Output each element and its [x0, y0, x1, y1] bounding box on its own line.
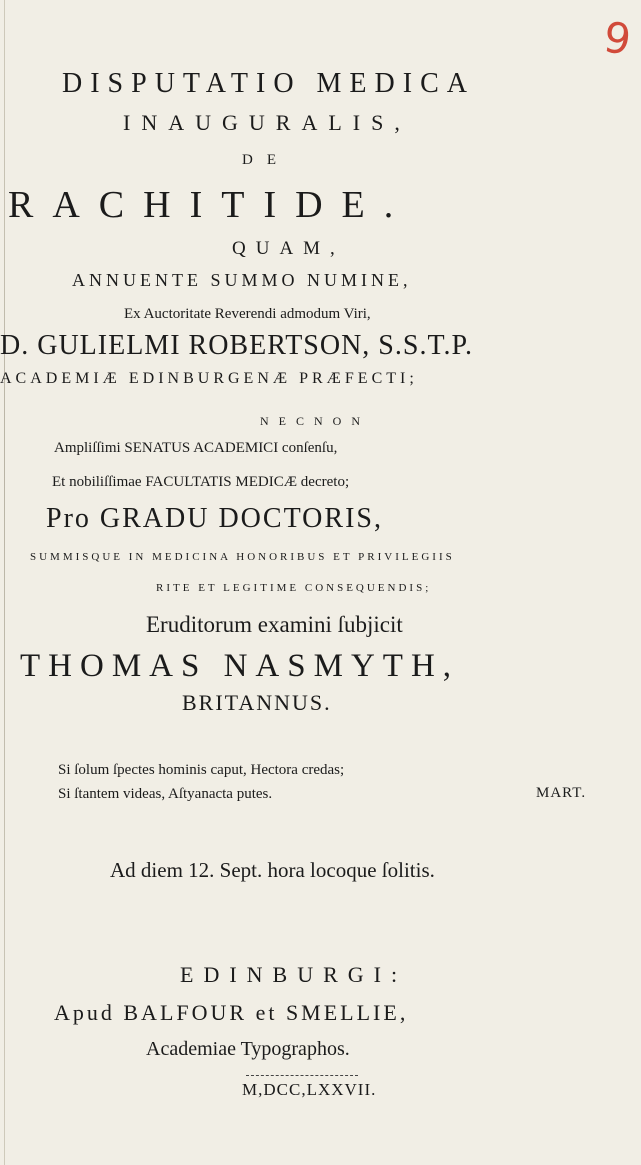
quam-line: QUAM,: [232, 238, 345, 259]
imprint-rule: [246, 1075, 358, 1077]
epigram-line-1: Si ſolum ſpectes hominis caput, Hectora credas;: [58, 762, 345, 778]
eruditorum-line: Eruditorum examini ſubjicit: [146, 612, 403, 637]
epigram-line-2: Si ſtantem videas, Aſtyanacta putes.: [58, 786, 273, 802]
imprint-year: M,DCC,LXXVII.: [242, 1080, 377, 1099]
robertson-line: D. GULIELMI ROBERTSON, S.S.T.P.: [0, 330, 473, 361]
page-edge: [4, 0, 5, 1165]
title-inauguralis: INAUGURALIS,: [123, 110, 411, 135]
epigram-attribution: MART.: [536, 785, 587, 801]
title-line: DISPUTATIO MEDICA: [62, 68, 475, 99]
imprint-place: EDINBURGI:: [180, 962, 408, 987]
title-de: DE: [242, 152, 290, 168]
date-line: Ad diem 12. Sept. hora locoque ſolitis.: [110, 858, 435, 882]
author-name: THOMAS NASMYTH,: [20, 648, 460, 684]
academiae-line: ACADEMIÆ EDINBURGENÆ PRÆFECTI;: [0, 370, 418, 387]
auctoritate-line: Ex Auctoritate Reverendi admodum Viri,: [124, 306, 371, 322]
annuente-line: ANNUENTE SUMMO NUMINE,: [72, 270, 412, 290]
imprint-typographos: Academiae Typographos.: [146, 1038, 350, 1060]
necnon-line: NECNON: [260, 414, 370, 428]
summisque-line: SUMMISQUE IN MEDICINA HONORIBUS ET PRIVILEGIIS: [30, 551, 455, 563]
facultatis-line: Et nobiliſſimae FACULTATIS MEDICÆ decreto;: [52, 474, 350, 490]
pro-gradu-line: Pro GRADU DOCTORIS,: [46, 503, 383, 534]
imprint-printers: Apud BALFOUR et SMELLIE,: [54, 1000, 409, 1025]
author-nationality: BRITANNUS.: [182, 690, 332, 715]
rite-line: RITE ET LEGITIME CONSEQUENDIS;: [156, 582, 432, 594]
senatus-line: Ampliſſimi SENATUS ACADEMICI conſenſu,: [54, 440, 338, 456]
page-number: 9: [600, 12, 635, 65]
subject-rachitide: RACHITIDE.: [8, 184, 413, 226]
